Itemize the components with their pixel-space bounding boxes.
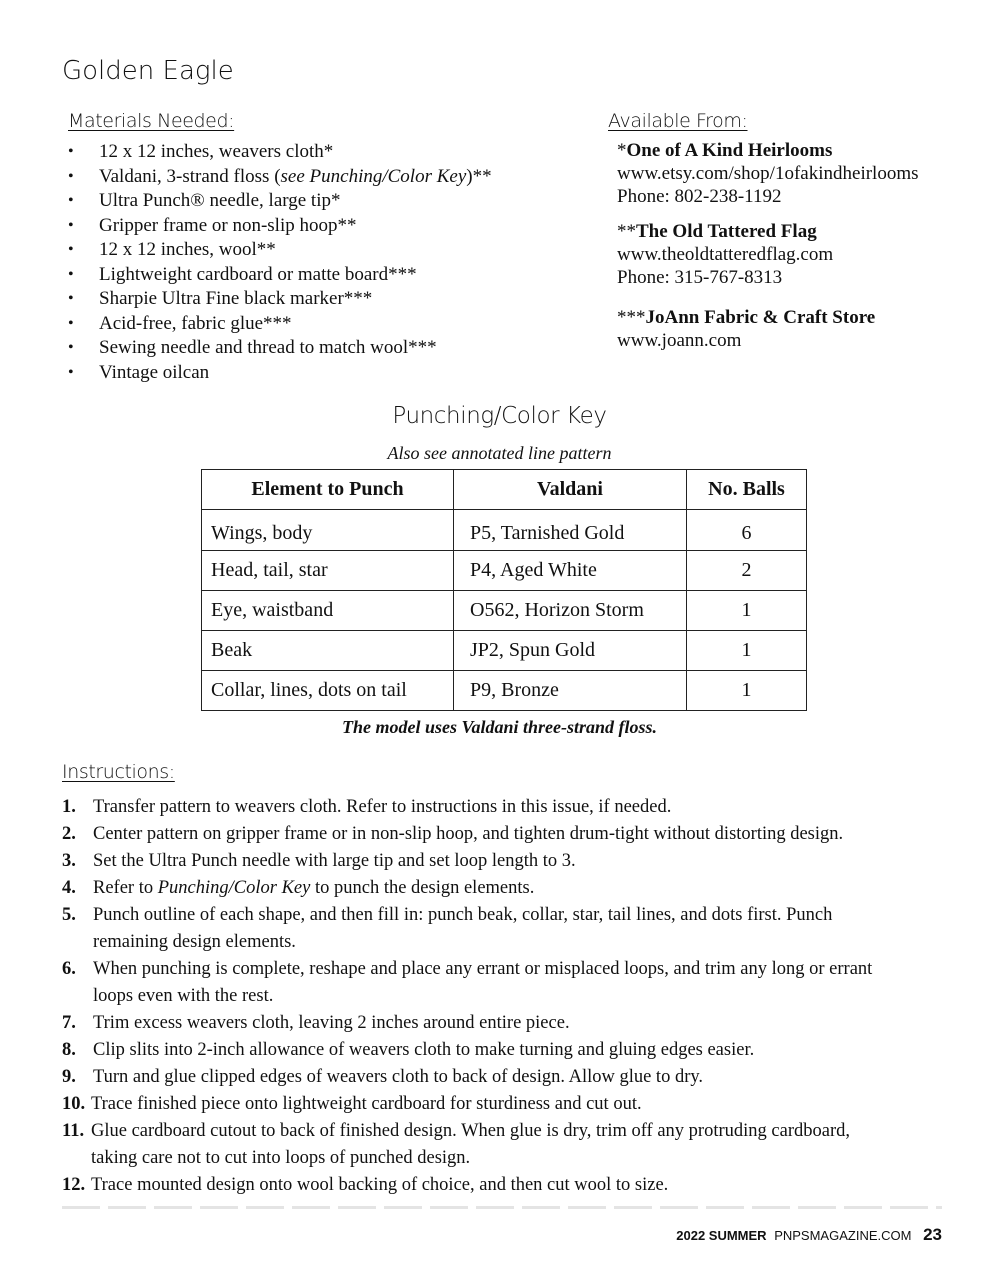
materials-list (68, 140, 492, 385)
list-item (68, 312, 492, 337)
instruction-step (62, 1010, 952, 1037)
page-footer (676, 1225, 942, 1245)
list-item (68, 214, 492, 239)
material-text: Sharpie Ultra Fine black marker*** (99, 288, 373, 309)
step-text: remaining design elements. (93, 932, 296, 952)
valdani-cell: P9, Bronze (454, 671, 687, 711)
step-text: Glue cardboard cutout to back of finished design. When glue is dry, trim off any protruding cardboard, (91, 1121, 850, 1141)
valdani-cell: O562, Horizon Storm (454, 591, 687, 631)
step-text: loops even with the rest. (93, 986, 274, 1006)
list-item (68, 336, 492, 361)
step-text: Transfer pattern to weavers cloth. Refer to instructions in this issue, if needed. (93, 797, 672, 817)
available-heading: Available From: (608, 110, 748, 132)
column-header: No. Balls (687, 470, 807, 510)
balls-cell: 1 (687, 591, 807, 631)
source-phone: Phone: 802-238-1192 (617, 186, 782, 207)
instructions-heading: Instructions: (62, 761, 175, 783)
balls-cell: 6 (687, 510, 807, 551)
page-title: Golden Eagle (62, 56, 234, 86)
material-text: Sewing needle and thread to match wool*** (99, 337, 437, 358)
step-text: Trace finished piece onto lightweight cardboard for sturdiness and cut out. (91, 1094, 642, 1114)
source-block (617, 306, 875, 352)
material-text: Lightweight cardboard or matte board*** (99, 263, 417, 285)
step-text: taking care not to cut into loops of punched design. (91, 1148, 471, 1168)
source-mark: ** (617, 221, 636, 242)
source-mark: *** (617, 307, 646, 328)
column-header: Element to Punch (202, 470, 454, 510)
step-number: 1. (62, 797, 76, 817)
step-number: 12. (62, 1175, 86, 1195)
list-item (68, 238, 492, 263)
element-cell: Head, tail, star (202, 551, 454, 591)
step-text: Punch outline of each shape, and then fill in: punch beak, collar, star, tail lines, and dots first. Punch (93, 905, 833, 925)
balls-cell: 1 (687, 631, 807, 671)
balls-cell: 1 (687, 671, 807, 711)
column-header: Valdani (454, 470, 687, 510)
step-text: Clip slits into 2-inch allowance of weavers cloth to make turning and gluing edges easier. (93, 1040, 755, 1060)
source-block (617, 220, 833, 289)
source-name: One of A Kind Heirlooms (626, 140, 833, 161)
material-text: 12 x 12 inches, wool** (99, 239, 276, 260)
list-item (68, 361, 492, 386)
model-note: The model uses Valdani three-strand floss. (341, 717, 658, 737)
step-number: 8. (62, 1040, 76, 1060)
source-url[interactable]: www.joann.com (617, 330, 742, 351)
step-text: Turn and glue clipped edges of weavers cloth to back of design. Allow glue to dry. (93, 1067, 704, 1087)
instruction-step (62, 1091, 952, 1118)
step-text: When punching is complete, reshape and place any errant or misplaced loops, and trim any long or errant (93, 959, 873, 979)
site-label: PNPSMAGAZINE.COM (774, 1228, 912, 1243)
source-url[interactable]: www.theoldtatteredflag.com (617, 244, 834, 265)
step-number: 10. (62, 1094, 86, 1114)
step-text: Set the Ultra Punch needle with large tip and set loop length to 3. (93, 851, 576, 871)
table-row (202, 671, 807, 711)
material-text: 12 x 12 inches, weavers cloth* (99, 141, 334, 162)
instruction-step (62, 821, 952, 848)
instruction-step (62, 1118, 952, 1172)
instructions-list (62, 794, 952, 1199)
instruction-step (62, 902, 952, 956)
instruction-step (62, 875, 952, 902)
cut-off-text-line (62, 1204, 942, 1210)
color-key-heading: Punching/Color Key (392, 403, 607, 429)
source-phone: Phone: 315-767-8313 (617, 267, 783, 288)
valdani-cell: P5, Tarnished Gold (454, 510, 687, 551)
step-number: 3. (62, 851, 76, 871)
source-mark: * (617, 140, 627, 161)
list-item (68, 287, 492, 312)
instruction-step (62, 794, 952, 821)
list-item (68, 189, 492, 214)
step-text: Center pattern on gripper frame or in non-slip hoop, and tighten drum-tight without distorting design. (93, 824, 844, 844)
element-cell: Collar, lines, dots on tail (202, 671, 454, 711)
list-item (68, 263, 492, 288)
instruction-step (62, 848, 952, 875)
element-cell: Beak (202, 631, 454, 671)
color-key-subheading: Also see annotated line pattern (387, 443, 612, 463)
list-item (68, 140, 492, 165)
source-block (617, 139, 919, 208)
issue-label: 2022 SUMMER (676, 1228, 767, 1243)
step-number: 7. (62, 1013, 76, 1033)
page-number: 23 (923, 1225, 942, 1244)
material-text: Ultra Punch® needle, large tip* (99, 190, 341, 211)
table-row (202, 551, 807, 591)
valdani-cell: P4, Aged White (454, 551, 687, 591)
table-row (202, 591, 807, 631)
element-cell: Eye, waistband (202, 591, 454, 631)
step-text: Trim excess weavers cloth, leaving 2 inches around entire piece. (93, 1013, 570, 1033)
step-number: 6. (62, 959, 76, 979)
step-text: Refer to Punching/Color Key to punch the design elements. (93, 878, 535, 898)
instruction-step (62, 1172, 952, 1199)
step-number: 5. (62, 905, 76, 925)
step-number: 4. (62, 878, 76, 898)
list-item (68, 165, 492, 190)
table-row (202, 631, 807, 671)
step-number: 11. (62, 1121, 85, 1141)
materials-heading: Materials Needed: (68, 110, 235, 132)
material-text: Acid-free, fabric glue*** (99, 312, 292, 334)
valdani-cell: JP2, Spun Gold (454, 631, 687, 671)
source-name: The Old Tattered Flag (636, 221, 817, 242)
balls-cell: 2 (687, 551, 807, 591)
color-key-table (201, 469, 807, 711)
instruction-step (62, 956, 952, 1010)
step-number: 9. (62, 1067, 76, 1087)
instruction-step (62, 1037, 952, 1064)
material-text: Vintage oilcan (99, 361, 210, 383)
source-name: JoAnn Fabric & Craft Store (645, 307, 876, 328)
step-text: Trace mounted design onto wool backing of choice, and then cut wool to size. (91, 1175, 669, 1195)
material-text: Valdani, 3-strand floss (see Punching/Color Key)** (99, 165, 492, 187)
table-row (202, 510, 807, 551)
table-header-row (202, 470, 807, 510)
step-number: 2. (62, 824, 76, 844)
source-url[interactable]: www.etsy.com/shop/1ofakindheirlooms (617, 163, 919, 184)
element-cell: Wings, body (202, 510, 454, 551)
instruction-step (62, 1064, 952, 1091)
material-text: Gripper frame or non-slip hoop** (99, 214, 357, 236)
